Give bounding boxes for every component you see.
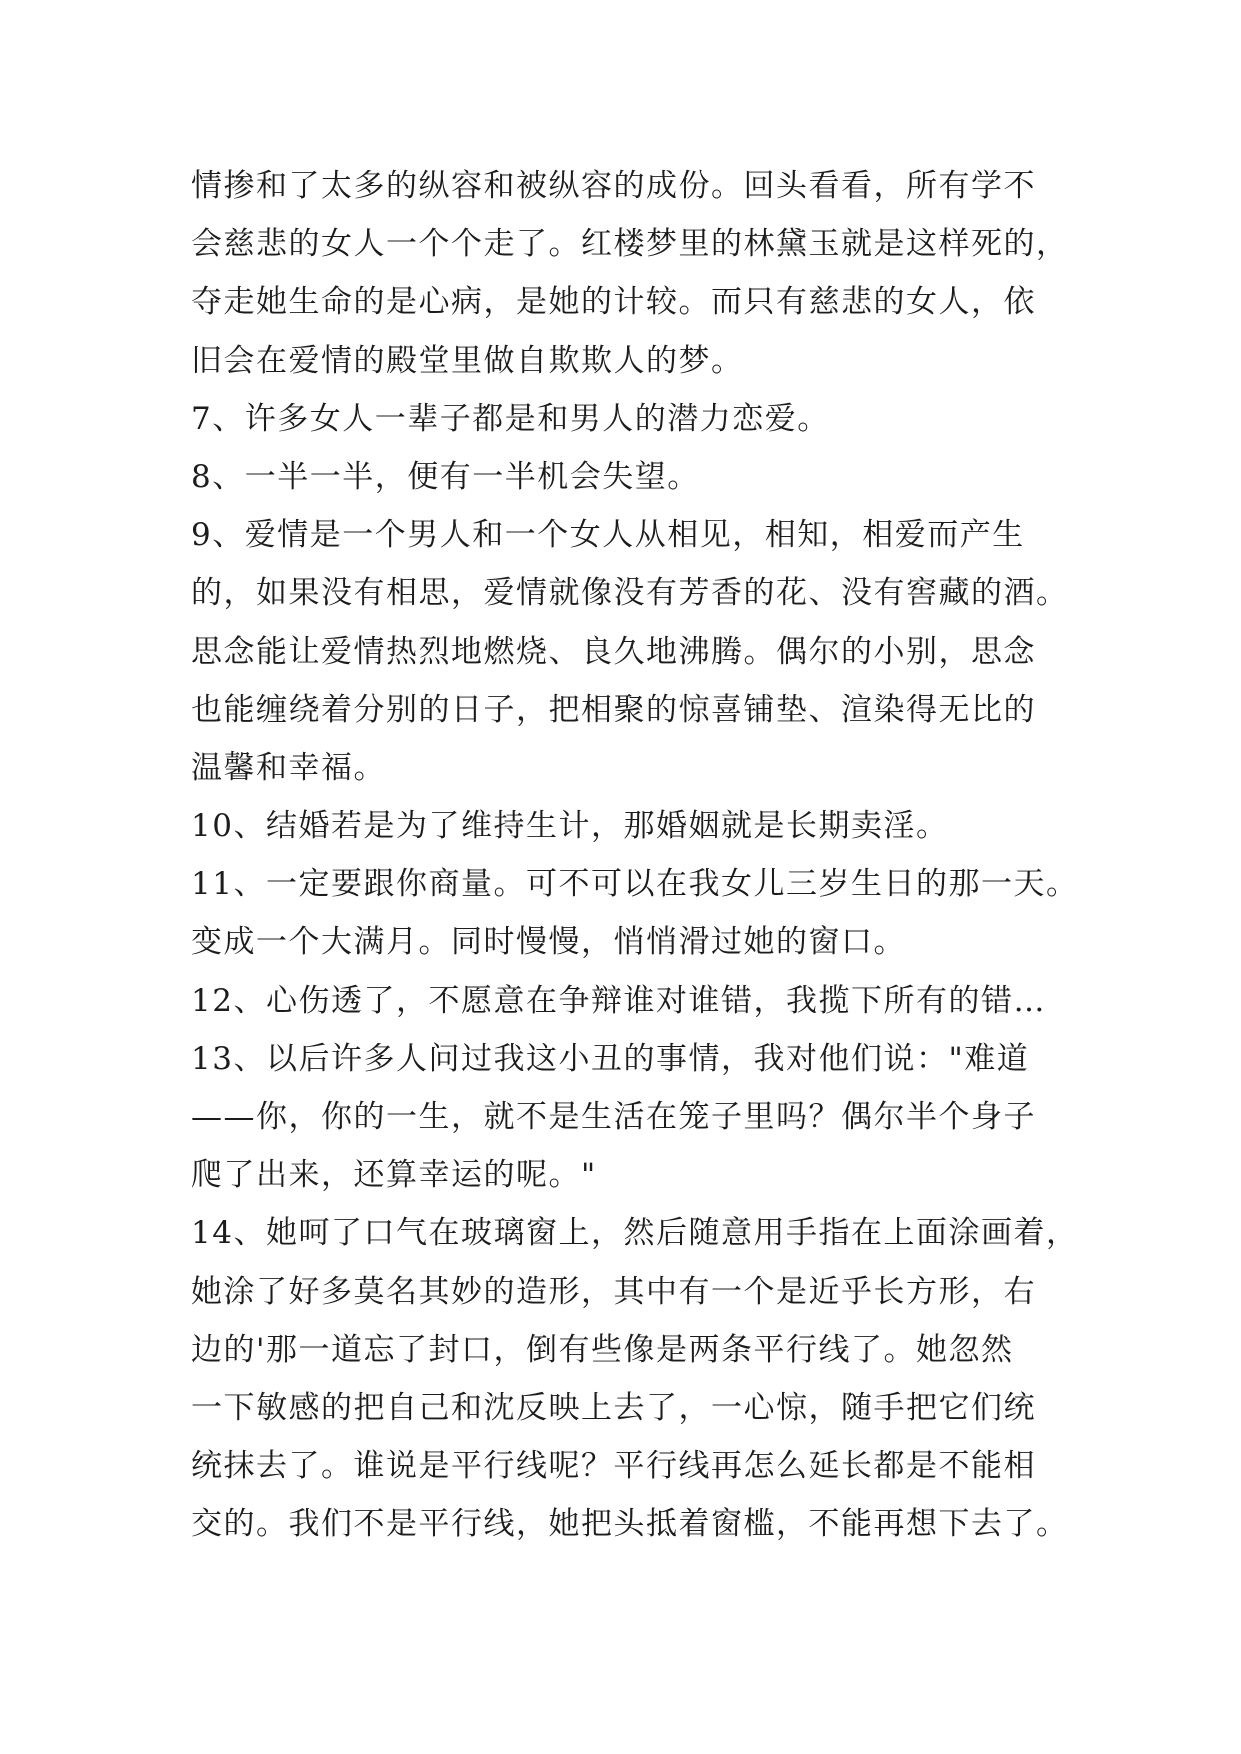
text-line: 夺走她生命的是心病，是她的计较。而只有慈悲的女人，依 [191,284,1036,321]
text-line: 她涂了好多莫名其妙的造形，其中有一个是近乎长方形，右 [191,1273,1036,1310]
text-line: 统抹去了。谁说是平行线呢？平行线再怎么延长都是不能相 [191,1448,1036,1485]
text-line: 12、心伤透了，不愿意在争辩谁对谁错，我揽下所有的错… [191,982,1046,1019]
text-line: 8、一半一半，便有一半机会失望。 [191,458,700,495]
text-line: 变成一个大满月。同时慢慢，悄悄滑过她的窗口。 [191,924,906,961]
text-line: 交的。我们不是平行线，她把头抵着窗槛，不能再想下去了。 [191,1506,1069,1543]
text-line: 14、她呵了口气在玻璃窗上，然后随意用手指在上面涂画着， [191,1215,1079,1252]
text-line: 情掺和了太多的纵容和被纵容的成份。回头看看，所有学不 [191,168,1036,204]
text-line: 思念能让爱情热烈地燃烧、良久地沸腾。偶尔的小别，思念 [191,633,1036,670]
text-line: 的，如果没有相思，爱情就像没有芳香的花、没有窖藏的酒。 [191,575,1069,612]
text-line: 一下敏感的把自己和沈反映上去了，一心惊，随手把它们统 [191,1389,1036,1426]
text-line: ——你，你的一生，就不是生活在笼子里吗？偶尔半个身子 [191,1099,1036,1135]
text-line: 9、爱情是一个男人和一个女人从相见，相知，相爱而产生 [191,517,1025,554]
body-text [191,157,1091,1554]
text-line: 13、以后许多人问过我这小丑的事情，我对他们说："难道 [191,1040,1030,1077]
text-line: 也能缠绕着分别的日子，把相聚的惊喜铺垫、渲染得无比的 [191,691,1036,728]
text-line: 7、许多女人一辈子都是和男人的潜力恋爱。 [191,400,830,437]
text-line: 10、结婚若是为了维持生计，那婚姻就是长期卖淫。 [191,808,949,845]
text-line: 会慈悲的女人一个个走了。红楼梦里的林黛玉就是这样死的， [191,226,1069,263]
text-line: 11、一定要跟你商量。可不可以在我女儿三岁生日的那一天。 [191,866,1079,903]
text-line: 边的'那一道忘了封口，倒有些像是两条平行线了。她忽然 [191,1331,1014,1368]
text-line: 旧会在爱情的殿堂里做自欺欺人的梦。 [191,342,744,379]
text-line: 温馨和幸福。 [191,749,386,786]
text-line: 爬了出来，还算幸运的呢。" [191,1157,597,1194]
